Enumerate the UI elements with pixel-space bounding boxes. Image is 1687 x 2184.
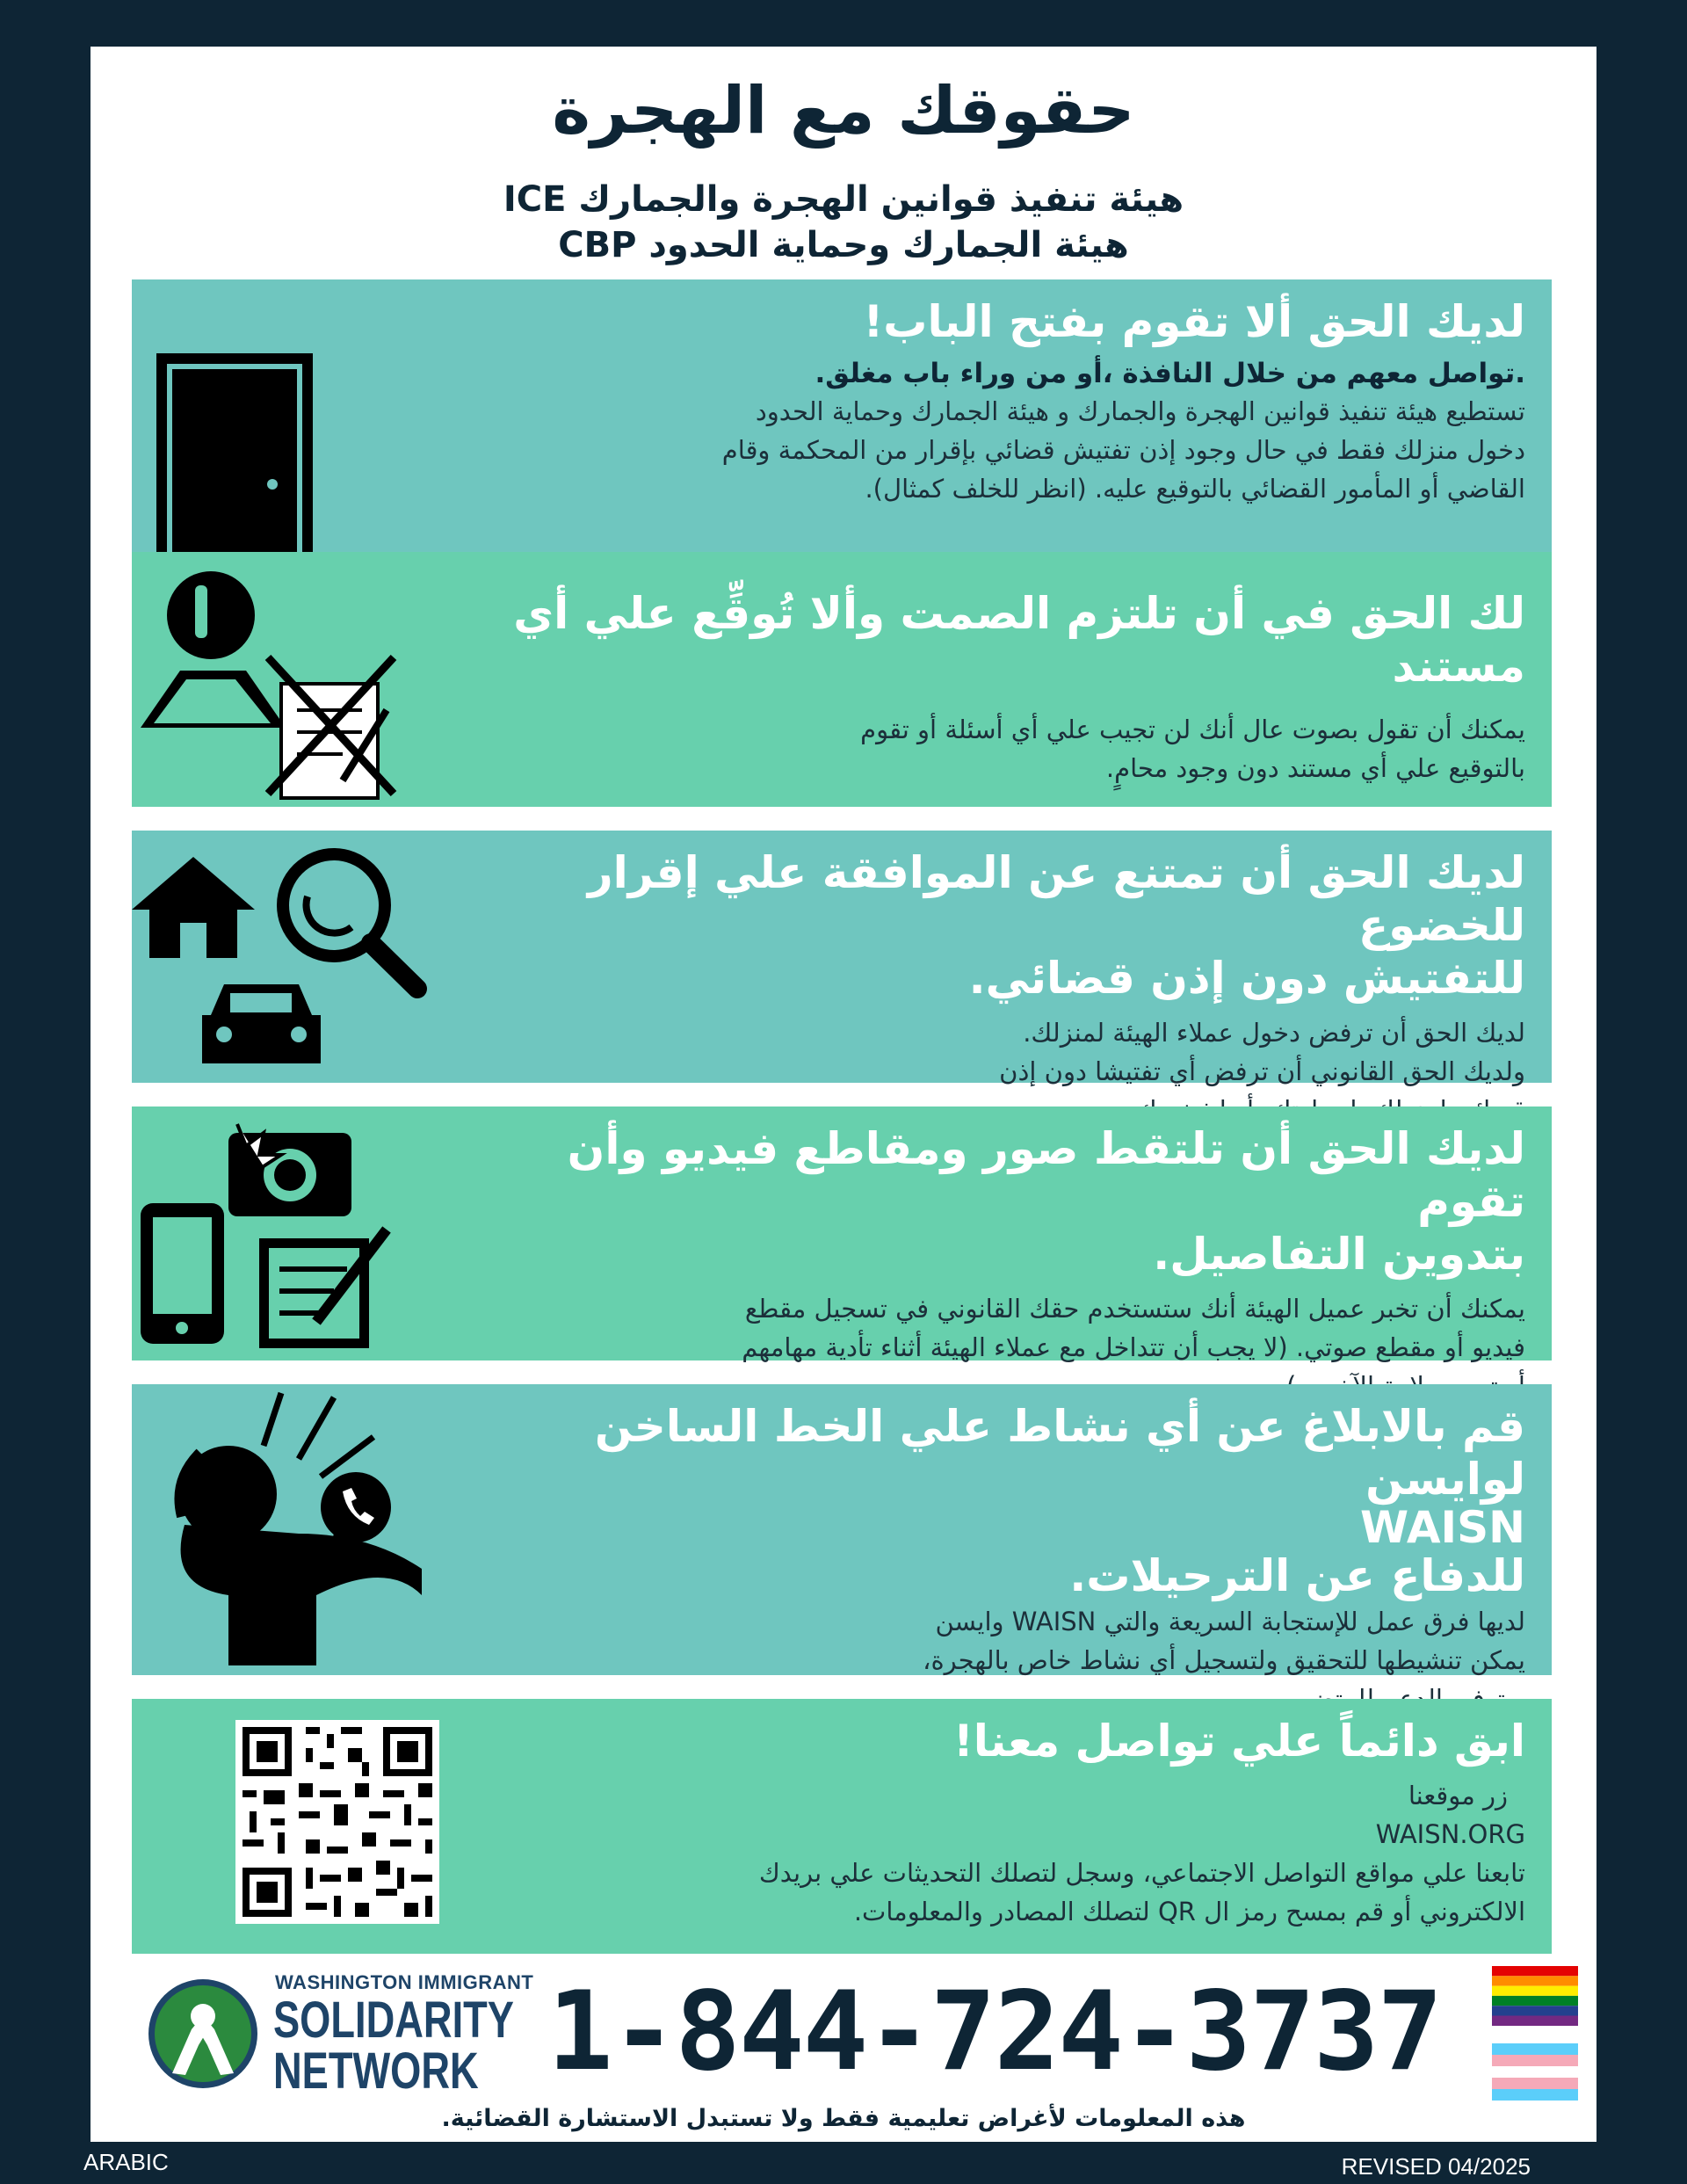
website-link[interactable]: WAISN.ORG <box>1375 1819 1525 1849</box>
section-text <box>471 1400 1525 1718</box>
section-heading: ابق دائماً علي تواصل معنا! <box>952 1716 1525 1767</box>
page-title: حقوقك مع الهجرة <box>552 73 1135 149</box>
section-text <box>471 295 1525 508</box>
disclaimer: هذه المعلومات لأغراض تعليمية فقط ولا تستبدل الاستشارة القضائية. <box>441 2105 1246 2132</box>
person-calling-icon <box>132 1384 448 1675</box>
section-line: دخول منزلك فقط في حال وجود إذن تفتيش قضائي بإقرار من المحكمة وقام <box>721 435 1525 465</box>
revision-date: REVISED 04/2025 <box>1341 2153 1531 2180</box>
section-line: لديها فرق عمل للإستجابة السريعة والتي WAISN وايسن <box>935 1607 1525 1636</box>
waisn-logo-icon <box>146 1977 260 2091</box>
section-heading: للتفتيش دون إذن قضائي. <box>968 953 1525 1004</box>
language-label: ARABIC <box>83 2149 169 2175</box>
org-name-bottom: NETWORK <box>273 2043 479 2100</box>
section-line: ولديك الحق القانوني أن ترفض أي تفتيشا دون إذن <box>999 1056 1525 1086</box>
section-text <box>471 846 1525 1129</box>
section-heading: بتدوين التفاصيل. <box>1153 1229 1525 1280</box>
section-line: تابعنا علي مواقع التواصل الاجتماعي، وسجل لتصلك التحديثات علي بريدك <box>758 1858 1525 1888</box>
section-open-door <box>132 279 1552 576</box>
section-heading: قم بالابلاغ عن أي نشاط علي الخط الساخن لوايسن <box>594 1401 1525 1505</box>
section-text <box>471 587 1525 787</box>
subtitle-ice: هيئة تنفيذ قوانين الهجرة والجمارك ICE <box>503 179 1184 220</box>
home-car-search-icon <box>132 831 448 1083</box>
section-icons <box>132 552 448 807</box>
section-heading: للدفاع عن الترحيلات. <box>1069 1550 1525 1601</box>
qr-code-icon <box>235 1720 439 1924</box>
phone-camera-notepad-icon <box>132 1107 448 1360</box>
section-lead: .تواصل معهم من خلال النافذة ،أو من وراء باب مغلق. <box>815 358 1525 389</box>
section-line: لديك الحق أن ترفض دخول عملاء الهيئة لمنزلك. <box>1023 1018 1525 1048</box>
section-heading: لديك الحق ألا تقوم بفتح الباب! <box>863 296 1525 347</box>
subtitle-cbp: هيئة الجمارك وحماية الحدود CBP <box>558 225 1129 265</box>
section-icons <box>132 279 448 576</box>
section-record-details <box>132 1107 1552 1360</box>
page-subtitle <box>91 177 1596 268</box>
section-refuse-search <box>132 831 1552 1086</box>
section-remain-silent <box>132 552 1552 807</box>
section-line: فيديو أو مقطع صوتي. (لا يجب أن تتداخل مع عملاء الهيئة أثناء تأدية مهامهم <box>742 1332 1525 1362</box>
section-line: القاضي أو المأمور القضائي بالتوقيع عليه. (انظر للخلف كمثال). <box>865 474 1525 504</box>
section-line: زر موقعنا <box>1408 1781 1508 1810</box>
section-text <box>471 1715 1525 1931</box>
section-heading: لديك الحق أن تمتنع عن الموافقة علي إقرار للخضوع <box>587 847 1525 951</box>
flyer-sheet <box>91 47 1596 2142</box>
section-heading: لك الحق في أن تلتزم الصمت وألا تُوقِّع علي أي مستند <box>513 588 1525 692</box>
section-stay-connected <box>132 1699 1552 1954</box>
section-line: يمكن تنشيطها للتحقيق ولتسجيل أي نشاط خاص بالهجرة، <box>923 1645 1525 1675</box>
hotline-phone-number[interactable]: 1-844-724-3737 <box>547 1969 1442 2095</box>
section-icons <box>132 1107 448 1360</box>
section-icons <box>132 1384 448 1675</box>
door-icon <box>132 279 448 576</box>
section-heading: لديك الحق أن تلتقط صور ومقاطع فيديو وأن تقوم <box>567 1123 1525 1227</box>
section-report-hotline <box>132 1384 1552 1675</box>
silence-no-sign-icon <box>132 552 448 807</box>
section-line: الالكتروني أو قم بمسح رمز ال QR لتصلك المصادر والمعلومات. <box>853 1897 1525 1926</box>
section-heading: WAISN <box>1359 1502 1525 1553</box>
org-name-middle: SOLIDARITY <box>273 1992 514 2049</box>
transgender-flag-icon <box>1492 2043 1578 2101</box>
section-line: بالتوقيع علي أي مستند دون وجود محامٍ. <box>1105 753 1525 783</box>
section-icons <box>132 831 448 1083</box>
section-line: تستطيع هيئة تنفيذ قوانين الهجرة والجمارك و هيئة الجمارك وحماية الحدود <box>755 396 1525 426</box>
section-line: يمكنك أن تقول بصوت عال أنك لن تجيب علي أي أسئلة أو تقوم <box>860 715 1525 744</box>
rainbow-flag-icon <box>1492 1966 1578 2026</box>
org-name-top: WASHINGTON IMMIGRANT <box>275 1971 534 1993</box>
section-text <box>471 1122 1525 1405</box>
qr-code[interactable] <box>235 1720 439 1924</box>
footer <box>91 1964 1596 2142</box>
section-line: يمكنك أن تخبر عميل الهيئة أنك ستستخدم حقك القانوني في تسجيل مقطع <box>744 1294 1525 1324</box>
